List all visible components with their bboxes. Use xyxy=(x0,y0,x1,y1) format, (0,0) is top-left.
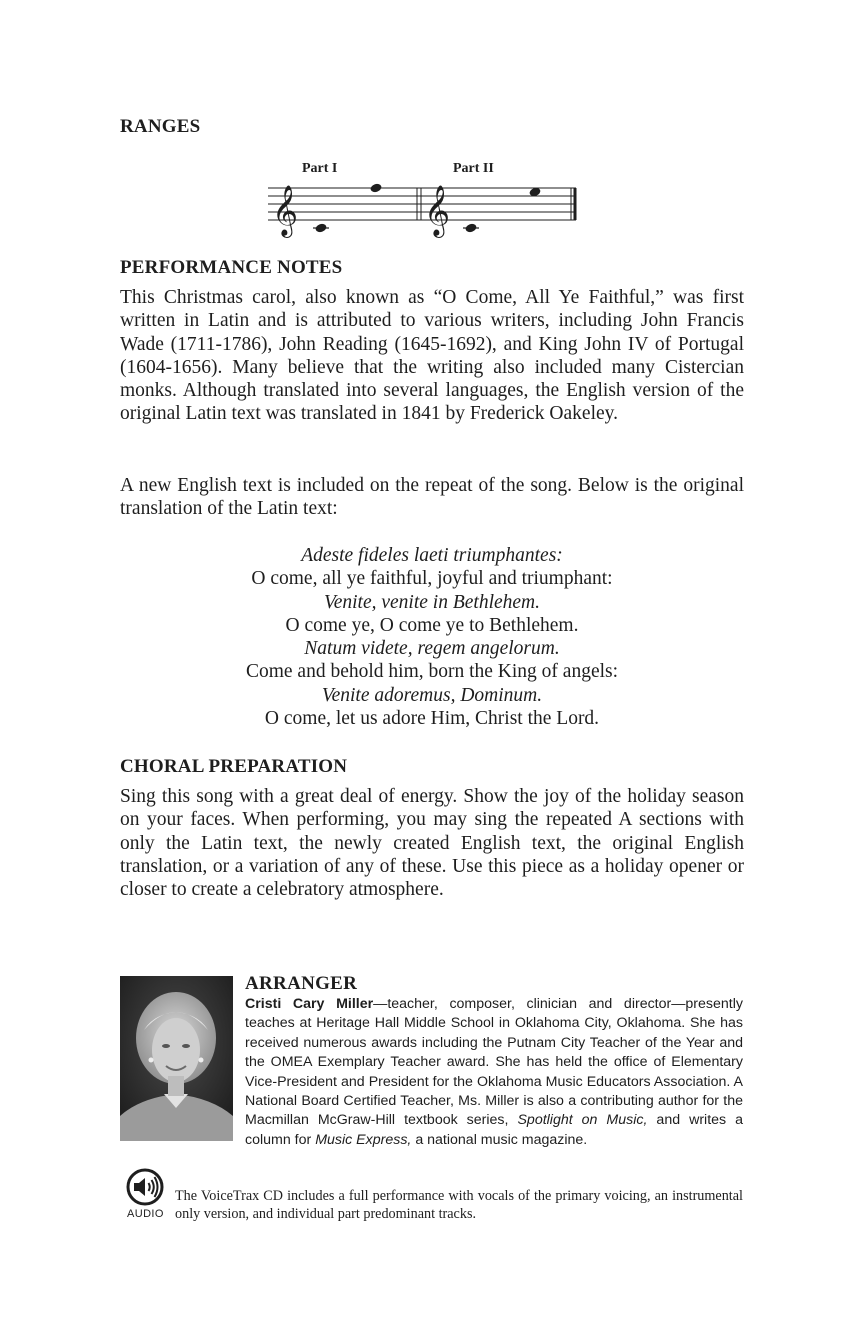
arranger-heading: ARRANGER xyxy=(245,973,358,994)
verse-line: O come, let us adore Him, Christ the Lord. xyxy=(264,708,600,730)
treble-clef-icon: 𝄞 xyxy=(424,185,451,236)
note-c4-part1 xyxy=(314,222,327,233)
performance-notes-paragraph: This Christmas carol, also known as “O Come, All Ye Faithful,” was first written in Latin and is attributed to various writers, including John Francis Wade (1711-1786), John Reading (1645-1692), and King John IV of Portugal (1604-1656). Many believe that the writing also included many Cistercian monks. Although translated into several languages, the English version of the original Latin text was translated in 1841 by Frederick Oakeley. xyxy=(120,287,744,425)
verse-line: Venite adoremus, Dominum. xyxy=(321,684,543,706)
arranger-photo xyxy=(120,976,233,1141)
verse-line: O come ye, O come ye to Bethlehem. xyxy=(285,614,579,636)
choral-preparation-paragraph: Sing this song with a great deal of energy. Show the joy of the holiday season on your faces. When performing, you may sing the repeated A sections with only the Latin text, the newly created English text, the original English translation, or a variation of any of these. Use this piece as a holiday opener or closer to create a celebratory atmosphere. xyxy=(120,786,744,901)
part-2-label: Part II xyxy=(453,161,494,176)
magazine-title: Music Express, xyxy=(315,1131,412,1148)
note-c4-part2 xyxy=(464,222,477,233)
bio-text: and writes a column for xyxy=(245,1112,744,1148)
verse-line: O come, all ye faithful, joyful and triumphant: xyxy=(251,568,613,590)
audio-note: The VoiceTrax CD includes a full performance with vocals of the primary voicing, an instrumental only version, and individual part predominant tracks. xyxy=(175,1188,743,1223)
series-title: Spotlight on Music, xyxy=(517,1112,648,1129)
arranger-bio xyxy=(245,995,743,1150)
ranges-staff xyxy=(262,155,582,240)
verse-line: Venite, venite in Bethlehem. xyxy=(323,591,541,613)
note-f5-part1 xyxy=(369,182,382,193)
part-1-label: Part I xyxy=(302,161,338,176)
speaker-icon xyxy=(124,1167,168,1211)
verse-line: Natum videte, regem angelorum. xyxy=(304,638,560,660)
ranges-heading: RANGES xyxy=(120,116,201,137)
arranger-name: Cristi Cary Miller xyxy=(245,996,374,1012)
translation-verse xyxy=(120,544,744,730)
audio-label: AUDIO xyxy=(127,1208,164,1220)
performance-notes-heading: PERFORMANCE NOTES xyxy=(120,257,343,278)
choral-preparation-heading: CHORAL PREPARATION xyxy=(120,756,348,777)
bio-text: —teacher, composer, clinician and director—presently teaches at Heritage Hall Middle School in Oklahoma City, Oklahoma. She has received numerous awards including the Putnam City Teacher of the Year and the OMEA Exemplary Teacher award. She has held the office of Elementary Vice-President and President for the Oklahoma Music Educators Association. A National Board Certified Teacher, Ms. Miller is also a contributing author for the Macmillan McGraw-Hill textbook series, xyxy=(245,996,743,1129)
verse-line: Come and behold him, born the King of angels: xyxy=(245,661,619,683)
translation-intro-paragraph: A new English text is included on the repeat of the song. Below is the original translation of the Latin text: xyxy=(120,475,744,520)
bio-text: a national music magazine. xyxy=(411,1131,588,1148)
verse-line: Adeste fideles laeti triumphantes: xyxy=(301,545,563,566)
treble-clef-icon: 𝄞 xyxy=(272,185,299,236)
